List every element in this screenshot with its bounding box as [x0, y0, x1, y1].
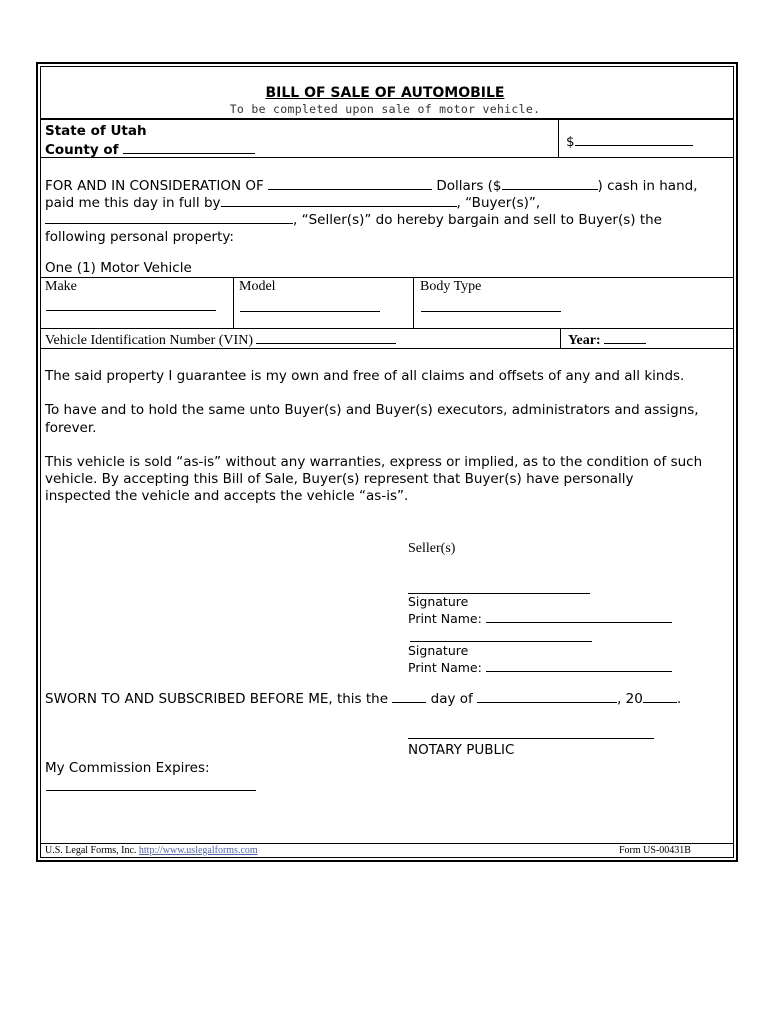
signature-label-2: Signature	[408, 643, 469, 658]
document-title: BILL OF SALE OF AUTOMOBILE	[265, 85, 505, 101]
signature-label-1: Signature	[408, 594, 469, 609]
print-name-row-1: Print Name:	[408, 610, 672, 626]
body-type-label: Body Type	[420, 279, 482, 294]
amount-box: $	[566, 133, 693, 150]
signature-line-2[interactable]	[410, 641, 592, 642]
sworn-statement: SWORN TO AND SUBSCRIBED BEFORE ME, this the day of , 20 .	[45, 691, 682, 707]
vehicle-col-divider-1	[233, 277, 234, 328]
consideration-words-field[interactable]	[268, 177, 432, 190]
asis-clause-line-1: This vehicle is sold “as-is” without any warranties, express or implied, as to the condition of such	[45, 454, 703, 470]
county-line: County of	[45, 141, 255, 158]
commission-expiry-field[interactable]	[46, 790, 256, 791]
vehicle-heading: One (1) Motor Vehicle	[45, 260, 192, 276]
vehicle-table-bottom	[40, 348, 734, 349]
body-type-field[interactable]	[421, 311, 561, 312]
vin-field[interactable]	[256, 331, 396, 344]
vin-row: Vehicle Identification Number (VIN)	[45, 331, 396, 349]
form-number: Form US-00431B	[619, 845, 691, 856]
vin-year-divider	[560, 328, 561, 348]
print-name-field-1[interactable]	[486, 610, 672, 623]
consideration-line-3: , “Seller(s)” do hereby bargain and sell to Buyer(s) the	[45, 211, 662, 228]
consideration-line-4: following personal property:	[45, 229, 234, 245]
year-row: Year:	[568, 331, 646, 349]
print-name-field-2[interactable]	[486, 659, 672, 672]
model-field[interactable]	[240, 311, 380, 312]
asis-clause-line-2: vehicle. By accepting this Bill of Sale, Buyer(s) represent that Buyer(s) have personally	[45, 471, 634, 487]
sellers-heading: Seller(s)	[408, 541, 456, 556]
sworn-month-field[interactable]	[477, 690, 617, 703]
state-line: State of Utah	[45, 123, 147, 139]
notary-signature-line[interactable]	[408, 738, 654, 739]
make-field[interactable]	[46, 310, 216, 311]
footer-divider	[40, 843, 734, 844]
vehicle-table-mid	[40, 328, 734, 329]
vehicle-table-top	[40, 277, 734, 278]
amount-field[interactable]	[575, 133, 693, 146]
model-label: Model	[239, 279, 276, 294]
guarantee-clause: The said property I guarantee is my own and free of all claims and offsets of any and all kinds.	[45, 368, 685, 384]
seller-name-field[interactable]	[45, 211, 293, 224]
vehicle-col-divider-2	[413, 277, 414, 328]
consideration-line-2: paid me this day in full by , “Buyer(s)”,	[45, 195, 541, 211]
footer-left: U.S. Legal Forms, Inc. http://www.uslegalforms.com	[45, 845, 258, 856]
county-field[interactable]	[123, 141, 255, 154]
asis-clause-line-3: inspected the vehicle and accepts the vehicle “as-is”.	[45, 488, 409, 504]
make-label: Make	[45, 279, 77, 294]
sworn-year-field[interactable]	[643, 690, 677, 703]
notary-public-label: NOTARY PUBLIC	[408, 742, 515, 758]
year-field[interactable]	[604, 331, 646, 344]
commission-label: My Commission Expires:	[45, 760, 210, 776]
state-box-divider	[40, 157, 734, 158]
hold-clause-line-1: To have and to hold the same unto Buyer(s) and Buyer(s) executors, administrators and assigns,	[45, 402, 699, 418]
hold-clause-line-2: forever.	[45, 420, 97, 436]
county-amount-divider	[558, 120, 559, 157]
print-name-row-2: Print Name:	[408, 659, 672, 675]
consideration-amount-field[interactable]	[502, 177, 598, 190]
sworn-day-field[interactable]	[392, 690, 426, 703]
footer-url-link[interactable]: http://www.uslegalforms.com	[138, 845, 258, 856]
buyer-name-field[interactable]	[221, 194, 457, 207]
header-divider	[40, 118, 734, 120]
consideration-line-1: FOR AND IN CONSIDERATION OF Dollars ($ ) cash in hand,	[45, 178, 698, 194]
document-subtitle: To be completed upon sale of motor vehicle.	[229, 102, 541, 116]
